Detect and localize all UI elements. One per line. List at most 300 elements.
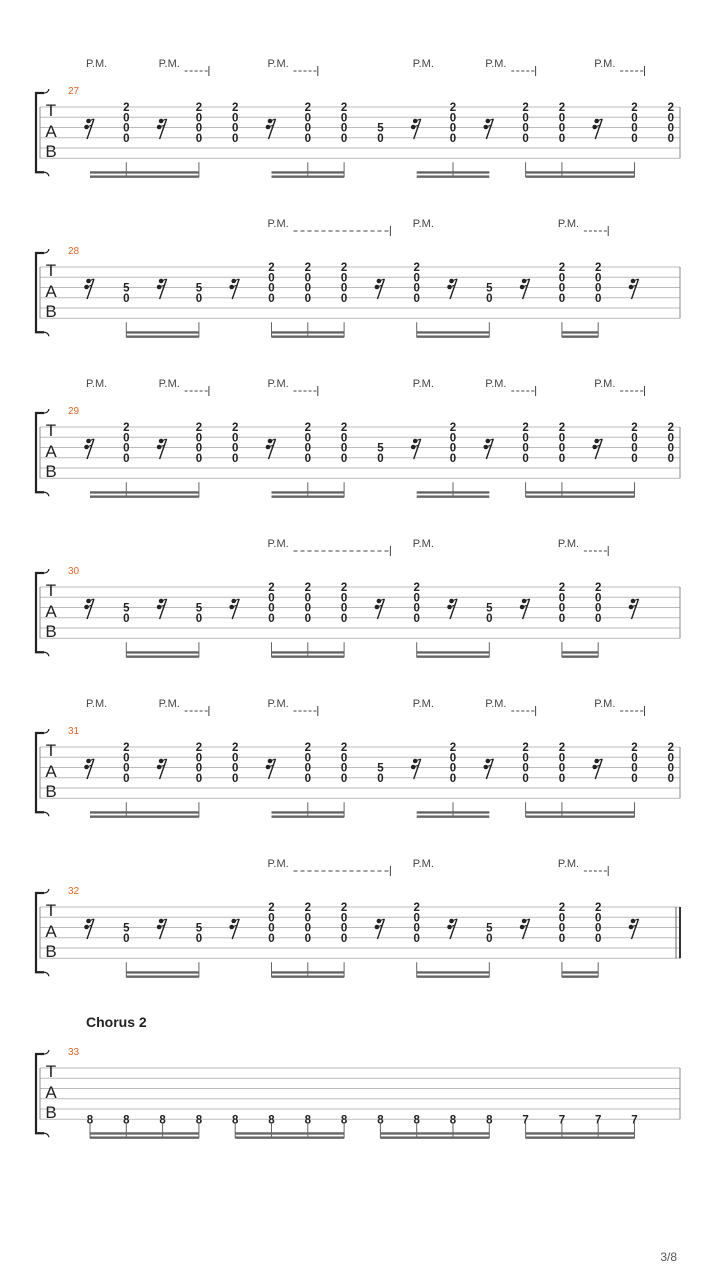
fret-number: 0: [340, 272, 348, 285]
fret-number: 0: [631, 452, 638, 465]
fret-number: 0: [667, 122, 675, 135]
fret-number: 0: [304, 602, 312, 615]
sixteenth-rest: [411, 759, 421, 779]
fret-number: 0: [449, 442, 457, 455]
fret-number: 0: [195, 132, 203, 145]
fret-number: 2: [231, 742, 239, 754]
beam-group: [380, 1123, 489, 1139]
tab-clef-letter: T: [45, 901, 57, 920]
sixteenth-rest: [266, 439, 276, 459]
sixteenth-rest: [266, 119, 276, 139]
beam-secondary: [417, 335, 490, 337]
fret-number: 0: [268, 292, 275, 305]
tab-clef-letter: T: [45, 581, 57, 600]
sixteenth-rest: [447, 919, 457, 939]
section-label: Chorus 2: [86, 1014, 147, 1030]
fret-number: 0: [195, 452, 203, 465]
tab-system: [36, 858, 680, 978]
palm-mute-label: P.M.: [557, 538, 580, 550]
beam-secondary: [380, 1136, 489, 1138]
beam-primary: [562, 331, 598, 333]
sixteenth-rest: [629, 279, 639, 299]
sixteenth-rest: [157, 119, 167, 139]
fret-number: 0: [304, 112, 312, 125]
fret-number: 5: [123, 282, 130, 295]
fret-number: 0: [123, 292, 130, 305]
palm-mute-label: P.M.: [557, 218, 580, 230]
fret-number: 0: [195, 762, 203, 775]
fret-number: 0: [268, 602, 275, 615]
fret-number: 7: [631, 1114, 638, 1127]
beam-secondary: [417, 175, 490, 177]
palm-mute-label: P.M.: [557, 858, 580, 870]
fret-number: 2: [340, 902, 348, 914]
fret-number: 0: [449, 122, 457, 135]
fret-number: 0: [631, 752, 638, 765]
beam-secondary: [562, 975, 598, 977]
beam-primary: [126, 331, 199, 333]
palm-mute-label: P.M.: [485, 378, 507, 390]
beam-secondary: [417, 815, 490, 817]
beam-secondary: [272, 975, 345, 977]
fret-number: 0: [268, 932, 275, 945]
fret-number: 0: [231, 452, 239, 465]
palm-mute-label: P.M.: [86, 378, 108, 390]
sixteenth-rest: [84, 439, 94, 459]
fret-number: 2: [522, 422, 529, 434]
sixteenth-rest: [229, 919, 239, 939]
palm-mute-label: P.M.: [412, 538, 434, 550]
fret-number: 0: [449, 772, 457, 785]
fret-number: 0: [195, 752, 203, 765]
palm-mute-label: P.M.: [412, 58, 434, 70]
beam-secondary: [272, 495, 345, 497]
fret-number: 0: [594, 592, 602, 605]
fret-number: 5: [486, 282, 493, 295]
beam-group: [272, 162, 345, 178]
tab-system: [36, 698, 680, 818]
fret-number: 0: [304, 752, 312, 765]
beam-group: [90, 1123, 199, 1139]
beam-group: [126, 642, 199, 658]
palm-mute-label: P.M.: [267, 698, 289, 710]
beam-secondary: [526, 815, 635, 817]
palm-mute-label: P.M.: [267, 218, 289, 230]
beam-secondary: [126, 335, 199, 337]
fret-number: 0: [195, 932, 203, 945]
fret-number: 0: [304, 612, 312, 625]
beam-group: [526, 802, 635, 818]
tab-clef-letter: B: [45, 302, 57, 321]
fret-number: 8: [340, 1114, 348, 1127]
beam-group: [562, 322, 598, 338]
fret-number: 0: [195, 292, 203, 305]
fret-number: 5: [486, 922, 493, 935]
fret-number: 0: [667, 442, 675, 455]
fret-number: 0: [449, 752, 457, 765]
fret-number: 8: [304, 1114, 312, 1127]
fret-number: 0: [268, 912, 275, 925]
fret-number: 0: [231, 132, 239, 145]
sixteenth-rest: [520, 919, 530, 939]
fret-number: 0: [558, 752, 566, 765]
fret-number: 0: [304, 762, 312, 775]
fret-number: 5: [377, 762, 384, 775]
fret-number: 5: [195, 282, 203, 295]
fret-number: 0: [631, 772, 638, 785]
beam-group: [126, 962, 199, 978]
sixteenth-rest: [484, 119, 494, 139]
beam-secondary: [526, 175, 635, 177]
fret-number: 0: [631, 442, 638, 455]
tab-clef-letter: A: [45, 282, 57, 301]
beam-primary: [126, 971, 199, 973]
fret-number: 0: [195, 122, 203, 135]
beam-primary: [90, 1132, 199, 1134]
fret-number: 5: [123, 602, 130, 615]
fret-number: 0: [304, 592, 312, 605]
fret-number: 0: [486, 932, 493, 945]
palm-mute-label: P.M.: [594, 698, 616, 710]
beam-primary: [380, 1132, 489, 1134]
palm-mute-label: P.M.: [158, 698, 180, 710]
tab-clef-letter: T: [45, 261, 57, 280]
fret-number: 0: [340, 602, 348, 615]
fret-number: 0: [195, 772, 203, 785]
fret-number: 2: [304, 422, 312, 434]
beam-group: [417, 962, 490, 978]
fret-number: 8: [159, 1114, 166, 1127]
fret-number: 0: [522, 772, 529, 785]
beam-group: [562, 962, 598, 978]
sixteenth-rest: [484, 439, 494, 459]
fret-number: 0: [594, 272, 602, 285]
beam-primary: [272, 651, 345, 653]
sixteenth-rest: [266, 759, 276, 779]
fret-number: 2: [449, 102, 457, 114]
sixteenth-rest: [484, 759, 494, 779]
tab-clef-letter: A: [45, 602, 57, 621]
fret-number: 0: [268, 592, 275, 605]
fret-number: 2: [667, 422, 675, 434]
fret-number: 0: [522, 442, 529, 455]
sixteenth-rest: [375, 919, 385, 939]
sixteenth-rest: [84, 919, 94, 939]
fret-number: 2: [594, 262, 602, 274]
sixteenth-rest: [375, 279, 385, 299]
palm-mute-label: P.M.: [158, 378, 180, 390]
fret-number: 0: [522, 752, 529, 765]
tab-clef-letter: T: [45, 1062, 57, 1081]
tab-clef-letter: T: [45, 741, 57, 760]
fret-number: 0: [340, 612, 348, 625]
fret-number: 2: [340, 582, 348, 594]
tab-clef-letter: B: [45, 142, 57, 161]
fret-number: 0: [304, 452, 312, 465]
beam-secondary: [417, 655, 490, 657]
beam-primary: [417, 971, 490, 973]
fret-number: 2: [123, 422, 130, 434]
fret-number: 0: [123, 432, 130, 445]
fret-number: 0: [449, 112, 457, 125]
beam-primary: [562, 971, 598, 973]
measure-number: 29: [68, 406, 80, 417]
fret-number: 0: [195, 112, 203, 125]
fret-number: 2: [304, 582, 312, 594]
beam-primary: [272, 811, 345, 813]
beam-group: [417, 322, 490, 338]
fret-number: 2: [413, 902, 420, 914]
fret-number: 8: [413, 1114, 420, 1127]
fret-number: 5: [377, 122, 384, 135]
fret-number: 0: [594, 922, 602, 935]
fret-number: 0: [594, 292, 602, 305]
fret-number: 0: [231, 442, 239, 455]
palm-mute-label: P.M.: [267, 378, 289, 390]
fret-number: 0: [268, 272, 275, 285]
fret-number: 8: [268, 1114, 275, 1127]
beam-primary: [526, 171, 635, 173]
beam-group: [90, 482, 199, 498]
fret-number: 0: [231, 432, 239, 445]
fret-number: 0: [340, 912, 348, 925]
fret-number: 0: [449, 132, 457, 145]
tab-clef-letter: A: [45, 122, 57, 141]
beam-group: [526, 162, 635, 178]
fret-number: 0: [558, 762, 566, 775]
tab-clef-letter: A: [45, 922, 57, 941]
fret-number: 0: [413, 912, 420, 925]
palm-mute-label: P.M.: [412, 378, 434, 390]
palm-mute-label: P.M.: [86, 58, 108, 70]
fret-number: 0: [413, 932, 420, 945]
beam-group: [272, 962, 345, 978]
sixteenth-rest: [447, 279, 457, 299]
tab-system: [36, 538, 680, 658]
fret-number: 2: [631, 422, 638, 434]
tab-system: [36, 58, 680, 178]
fret-number: 8: [231, 1114, 239, 1127]
beam-primary: [272, 971, 345, 973]
fret-number: 0: [231, 772, 239, 785]
fret-number: 0: [123, 752, 130, 765]
fret-number: 2: [304, 102, 312, 114]
fret-number: 0: [558, 442, 566, 455]
fret-number: 0: [631, 132, 638, 145]
fret-number: 2: [123, 102, 130, 114]
tab-system: [36, 1047, 680, 1139]
fret-number: 2: [340, 422, 348, 434]
sixteenth-rest: [157, 599, 167, 619]
beam-group: [90, 162, 199, 178]
beam-secondary: [417, 495, 490, 497]
fret-number: 0: [304, 922, 312, 935]
sixteenth-rest: [229, 279, 239, 299]
measure-number: 30: [68, 566, 80, 577]
beam-secondary: [90, 495, 199, 497]
fret-number: 0: [413, 612, 420, 625]
tab-clef-letter: T: [45, 101, 57, 120]
beam-primary: [526, 811, 635, 813]
tab-system: [36, 378, 680, 498]
fret-number: 2: [594, 582, 602, 594]
sixteenth-rest: [157, 439, 167, 459]
palm-mute-label: P.M.: [267, 858, 289, 870]
fret-number: 0: [195, 432, 203, 445]
beam-group: [235, 1123, 344, 1139]
fret-number: 0: [594, 932, 602, 945]
fret-number: 0: [340, 922, 348, 935]
fret-number: 0: [304, 772, 312, 785]
sixteenth-rest: [592, 759, 602, 779]
beam-group: [417, 642, 490, 658]
sixteenth-rest: [629, 919, 639, 939]
beam-secondary: [417, 975, 490, 977]
beam-group: [526, 482, 635, 498]
fret-number: 0: [558, 112, 566, 125]
fret-number: 7: [594, 1114, 602, 1127]
palm-mute-label: P.M.: [86, 698, 108, 710]
fret-number: 2: [340, 262, 348, 274]
fret-number: 0: [558, 432, 566, 445]
fret-number: 0: [667, 772, 675, 785]
fret-number: 5: [377, 442, 384, 455]
fret-number: 2: [558, 742, 566, 754]
fret-number: 0: [231, 112, 239, 125]
beam-primary: [417, 331, 490, 333]
fret-number: 0: [304, 442, 312, 455]
sixteenth-rest: [84, 279, 94, 299]
fret-number: 2: [195, 742, 203, 754]
fret-number: 0: [377, 772, 384, 785]
fret-number: 0: [594, 602, 602, 615]
palm-mute-label: P.M.: [267, 538, 289, 550]
beam-primary: [417, 491, 490, 493]
sixteenth-rest: [520, 599, 530, 619]
beam-primary: [126, 651, 199, 653]
beam-group: [272, 802, 345, 818]
fret-number: 0: [340, 282, 348, 295]
measure-number: 32: [68, 886, 80, 897]
fret-number: 2: [449, 422, 457, 434]
fret-number: 0: [340, 592, 348, 605]
fret-number: 0: [123, 112, 130, 125]
fret-number: 2: [449, 742, 457, 754]
fret-number: 2: [340, 742, 348, 754]
fret-number: 0: [123, 132, 130, 145]
beam-primary: [562, 651, 598, 653]
palm-mute-label: P.M.: [412, 218, 434, 230]
fret-number: 2: [268, 902, 275, 914]
fret-number: 0: [340, 752, 348, 765]
fret-number: 2: [631, 102, 638, 114]
tab-clef-letter: A: [45, 762, 57, 781]
beam-primary: [526, 491, 635, 493]
beam-primary: [90, 811, 199, 813]
beam-secondary: [562, 655, 598, 657]
fret-number: 2: [195, 422, 203, 434]
fret-number: 0: [558, 772, 566, 785]
fret-number: 0: [558, 132, 566, 145]
tab-clef-letter: B: [45, 622, 57, 641]
sixteenth-rest: [447, 599, 457, 619]
fret-number: 0: [558, 592, 566, 605]
fret-number: 7: [558, 1114, 566, 1127]
fret-number: 0: [268, 282, 275, 295]
sixteenth-rest: [84, 119, 94, 139]
fret-number: 0: [340, 452, 348, 465]
fret-number: 0: [558, 282, 566, 295]
beam-group: [272, 642, 345, 658]
fret-number: 0: [631, 762, 638, 775]
fret-number: 8: [86, 1114, 94, 1127]
fret-number: 5: [195, 602, 203, 615]
beam-group: [417, 482, 490, 498]
fret-number: 7: [522, 1114, 529, 1127]
fret-number: 0: [667, 752, 675, 765]
fret-number: 2: [340, 102, 348, 114]
fret-number: 0: [123, 612, 130, 625]
fret-number: 0: [558, 922, 566, 935]
fret-number: 0: [304, 432, 312, 445]
fret-number: 0: [340, 292, 348, 305]
beam-secondary: [272, 655, 345, 657]
beam-secondary: [90, 175, 199, 177]
fret-number: 0: [449, 762, 457, 775]
fret-number: 0: [304, 912, 312, 925]
fret-number: 0: [304, 292, 312, 305]
fret-number: 0: [268, 922, 275, 935]
tab-clef-letter: B: [45, 942, 57, 961]
beam-secondary: [272, 815, 345, 817]
fret-number: 0: [558, 912, 566, 925]
beam-primary: [272, 331, 345, 333]
fret-number: 2: [558, 262, 566, 274]
fret-number: 2: [667, 102, 675, 114]
fret-number: 0: [231, 762, 239, 775]
fret-number: 2: [522, 102, 529, 114]
beam-secondary: [526, 495, 635, 497]
beam-secondary: [126, 975, 199, 977]
fret-number: 0: [304, 122, 312, 135]
beam-group: [526, 1123, 635, 1139]
sixteenth-rest: [157, 919, 167, 939]
beam-group: [417, 802, 490, 818]
tab-clef-letter: A: [45, 1083, 57, 1102]
fret-number: 2: [231, 102, 239, 114]
fret-number: 2: [123, 742, 130, 754]
palm-mute-label: P.M.: [594, 378, 616, 390]
fret-number: 2: [304, 742, 312, 754]
fret-number: 0: [594, 282, 602, 295]
fret-number: 2: [558, 422, 566, 434]
fret-number: 0: [594, 912, 602, 925]
fret-number: 0: [522, 452, 529, 465]
palm-mute-label: P.M.: [412, 698, 434, 710]
beam-group: [126, 322, 199, 338]
beam-secondary: [526, 1136, 635, 1138]
palm-mute-label: P.M.: [267, 58, 289, 70]
sixteenth-rest: [229, 599, 239, 619]
fret-number: 0: [558, 292, 566, 305]
fret-number: 0: [522, 122, 529, 135]
fret-number: 2: [594, 902, 602, 914]
palm-mute-label: P.M.: [485, 58, 507, 70]
fret-number: 0: [558, 602, 566, 615]
beam-primary: [235, 1132, 344, 1134]
fret-number: 0: [123, 452, 130, 465]
sixteenth-rest: [411, 439, 421, 459]
